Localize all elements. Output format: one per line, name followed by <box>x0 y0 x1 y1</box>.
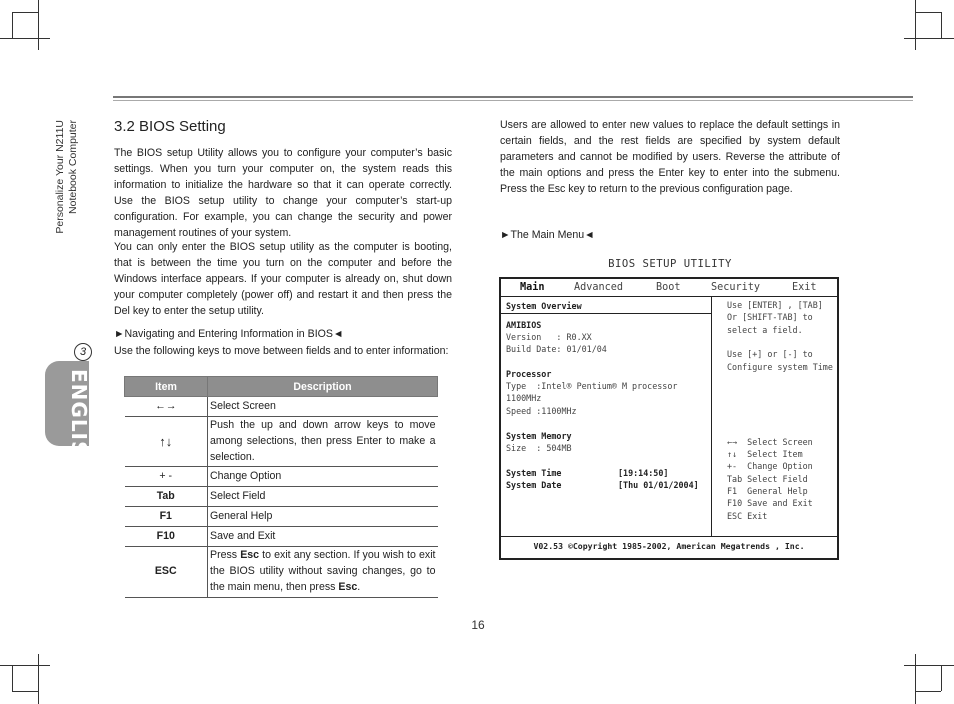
key-cell: F10 <box>125 527 208 547</box>
crop-mark <box>915 691 941 692</box>
bios-processor-freq: 1100MHz <box>506 393 542 403</box>
header-rule <box>113 96 913 98</box>
description-cell <box>208 547 438 597</box>
bios-help-line: select a field. <box>727 325 803 335</box>
intro-paragraph: The BIOS setup Utility allows you to configure your computer’s basic settings. When you turn your computer on, the system reads this information to initialize the hardware so that it can operate correctly. Use the BIOS setup utility to change your computer’s start-up configuration. For example, you can change the security and power management routines of your system. <box>114 147 452 240</box>
language-tab-label: ENGLISH <box>67 369 91 475</box>
header-description: Description <box>208 377 438 397</box>
crop-mark <box>915 654 916 704</box>
key-table <box>124 376 438 598</box>
description-cell: Select Screen <box>208 397 438 417</box>
esc-desc-mid: to exit any section. If you wish to exit the BIOS utility without saving changes, go to the main menu, then press <box>210 549 436 593</box>
crop-mark <box>915 0 916 50</box>
enter-bios-paragraph: You can only enter the BIOS setup utility as the computer is booting, that is between the time you turn on the computer and before the Windows interface appears. If your computer is already on, shut down your computer completely (power off) and restart it and then press the Del key to enter the setup utility. <box>114 241 452 318</box>
description-cell: Change Option <box>208 467 438 487</box>
nav-paragraph: Use the following keys to move between fields and to enter information: <box>114 345 449 357</box>
bios-date-label[interactable]: System Date <box>506 480 562 490</box>
bios-menu-exit: Exit <box>792 282 817 293</box>
key-cell: ↑↓ <box>125 417 208 467</box>
bios-memory-size: Size : 504MB <box>506 443 572 453</box>
bios-key-help: F1 General Help <box>727 486 808 496</box>
crop-mark <box>0 38 50 39</box>
crop-mark <box>12 691 38 692</box>
header-rule-thin <box>113 100 913 101</box>
bios-time-value[interactable]: [19:14:50] <box>618 468 669 478</box>
bios-time-label[interactable]: System Time <box>506 468 562 478</box>
section-title: 3.2 BIOS Setting <box>114 118 226 135</box>
table-row <box>125 397 438 417</box>
bios-build-date: Build Date: 01/01/04 <box>506 344 607 354</box>
bios-date-value[interactable]: [Thu 01/01/2004] <box>618 480 699 490</box>
right-triangle-icon: ► <box>114 328 125 340</box>
table-row <box>125 417 438 467</box>
bios-key-help: ←→ Select Screen <box>727 437 813 447</box>
language-tab <box>45 361 91 475</box>
bios-key-help: ↑↓ Select Item <box>727 449 803 459</box>
bios-help-line: Or [SHIFT-TAB] to <box>727 312 813 322</box>
table-row <box>125 527 438 547</box>
esc-desc-bold2: Esc <box>338 580 358 593</box>
esc-desc-bold: Esc <box>240 549 260 562</box>
left-triangle-icon: ◄ <box>584 229 595 241</box>
chapter-sidebar-label <box>54 120 80 310</box>
key-cell: F1 <box>125 507 208 527</box>
bios-version: Version : R0.XX <box>506 332 592 342</box>
bios-processor-speed: Speed :1100MHz <box>506 406 577 416</box>
bios-key-help: ESC Exit <box>727 511 768 521</box>
table-row <box>125 507 438 527</box>
crop-mark <box>12 12 13 38</box>
left-triangle-icon: ◄ <box>332 328 344 340</box>
chapter-number-badge: 3 <box>74 343 92 361</box>
table-row <box>125 487 438 507</box>
bios-key-help: F10 Save and Exit <box>727 498 813 508</box>
crop-mark <box>12 665 13 691</box>
nav-heading-text: Navigating and Entering Information in BIOS <box>124 328 333 340</box>
crop-mark <box>941 665 942 691</box>
bios-screen <box>499 277 839 560</box>
key-cell: Tab <box>125 487 208 507</box>
bios-help-line: Use [+] or [-] to <box>727 349 813 359</box>
bios-overview-divider <box>501 313 711 314</box>
bios-menu-advanced: Advanced <box>574 282 624 293</box>
crop-mark <box>38 654 39 704</box>
key-cell: ESC <box>125 547 208 597</box>
bios-memory-label: System Memory <box>506 431 572 441</box>
bios-processor-type: Type :Intel® Pentium® M processor <box>506 381 678 391</box>
bios-key-help: Tab Select Field <box>727 474 808 484</box>
main-menu-heading <box>500 227 840 243</box>
page-number: 16 <box>471 618 485 632</box>
bios-menu-security: Security <box>711 282 761 293</box>
main-menu-heading-text: The Main Menu <box>510 229 585 241</box>
crop-mark <box>904 665 954 666</box>
key-cell: + - <box>125 467 208 487</box>
bios-copyright-footer: V02.53 ©Copyright 1985-2002, American Megatrends , Inc. <box>501 536 837 559</box>
bios-amibios-label: AMIBIOS <box>506 320 542 330</box>
bios-help-line: Use [ENTER] , [TAB] <box>727 300 823 310</box>
crop-mark <box>12 12 38 13</box>
table-row <box>125 467 438 487</box>
bios-values-paragraph: Users are allowed to enter new values to replace the default settings in certain fields, and the rest fields are specified by system default parameters and cannot be modified by users. Reverse the attribute of the main options and press the Enter key to enter into the submenu. Press the Esc key to return to the previous configuration page. <box>500 119 840 196</box>
bios-left-panel <box>501 297 712 536</box>
sidebar-line-1: Personalize Your N211U <box>54 120 66 234</box>
bios-menu-boot: Boot <box>656 282 681 293</box>
description-cell: Save and Exit <box>208 527 438 547</box>
description-cell: General Help <box>208 507 438 527</box>
bios-key-help: +- Change Option <box>727 461 813 471</box>
crop-mark <box>904 38 954 39</box>
crop-mark <box>0 665 50 666</box>
crop-mark <box>915 12 941 13</box>
bios-help-line: Configure system Time <box>727 362 833 372</box>
bios-screen-title: BIOS SETUP UTILITY <box>608 258 732 270</box>
crop-mark <box>941 12 942 38</box>
description-cell: Push the up and down arrow keys to move among selections, then press Enter to make a selection. <box>208 417 438 467</box>
key-cell: ←→ <box>125 397 208 417</box>
bios-menu-bar <box>501 279 837 297</box>
crop-mark <box>38 0 39 50</box>
table-row <box>125 547 438 597</box>
table-header-row <box>125 377 438 397</box>
bios-processor-label: Processor <box>506 369 552 379</box>
bios-menu-main: Main <box>520 282 545 293</box>
description-cell: Select Field <box>208 487 438 507</box>
nav-heading <box>114 326 452 342</box>
esc-desc-pre: Press <box>210 549 241 562</box>
bios-overview-label: System Overview <box>506 301 582 311</box>
header-item: Item <box>125 377 208 397</box>
esc-desc-post: . <box>357 580 361 593</box>
sidebar-line-2: Notebook Computer <box>67 120 79 214</box>
right-triangle-icon: ► <box>500 229 511 241</box>
